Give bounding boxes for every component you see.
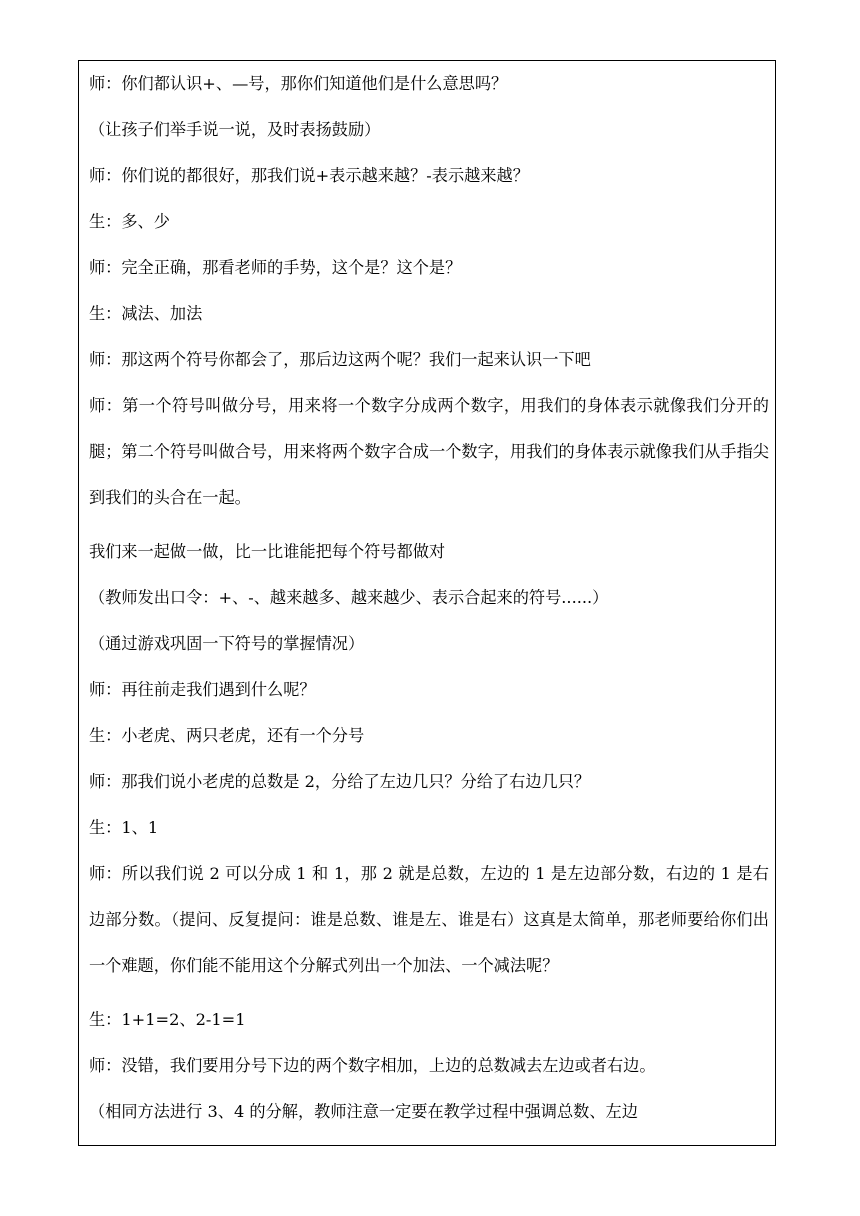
- paragraph-14: 师：那我们说小老虎的总数是 2，分给了左边几只？分给了右边几只？: [89, 772, 591, 791]
- paragraph-3: 师：你们说的都很好，那我们说+表示越来越？-表示越来越？: [89, 166, 529, 185]
- lesson-dialogue: [89, 69, 769, 1143]
- paragraph-6: 生：减法、加法: [89, 304, 203, 323]
- paragraph-13: 生：小老虎、两只老虎，还有一个分号: [89, 726, 365, 745]
- paragraph-11: （通过游戏巩固一下符号的掌握情况）: [89, 634, 365, 653]
- paragraph-4: 生：多、少: [89, 212, 170, 231]
- paragraph-8: 师：第一个符号叫做分号，用来将一个数字分成两个数字，用我们的身体表示就像我们分开的腿；第二个符号叫做合号，用来将两个数字合成一个数字，用我们的身体表示就像我们从手指尖到我们的头合在一起。: [89, 396, 769, 507]
- paragraph-5: 师：完全正确，那看老师的手势，这个是？这个是？: [89, 258, 462, 277]
- paragraph-19: （相同方法进行 3、4 的分解，教师注意一定要在教学过程中强调总数、左边: [89, 1102, 638, 1121]
- paragraph-15: 生：1、1: [89, 818, 159, 837]
- paragraph-2: （让孩子们举手说一说，及时表扬鼓励）: [89, 120, 381, 139]
- paragraph-17: 生：1+1=2、2-1=1: [89, 1010, 246, 1029]
- paragraph-12: 师：再往前走我们遇到什么呢？: [89, 680, 316, 699]
- paragraph-10: （教师发出口令：+、-、越来越多、越来越少、表示合起来的符号......）: [89, 588, 609, 607]
- paragraph-1: 师：你们都认识+、—号，那你们知道他们是什么意思吗？: [89, 74, 508, 93]
- paragraph-7: 师：那这两个符号你都会了，那后边这两个呢？我们一起来认识一下吧: [89, 350, 591, 369]
- paragraph-16: 师：所以我们说 2 可以分成 1 和 1，那 2 就是总数，左边的 1 是左边部分数，右边的 1 是右边部分数。（提问、反复提问：谁是总数、谁是左、谁是右）这真是太简单，那老师要给你们出一个难题，你们能不能用这个分解式列出一个加法、一个减法呢？: [89, 864, 769, 975]
- paragraph-9: 我们来一起做一做，比一比谁能把每个符号都做对: [89, 542, 446, 561]
- lesson-table-cell: [78, 60, 776, 1146]
- paragraph-18: 师：没错，我们要用分号下边的两个数字相加，上边的总数减去左边或者右边。: [89, 1056, 656, 1075]
